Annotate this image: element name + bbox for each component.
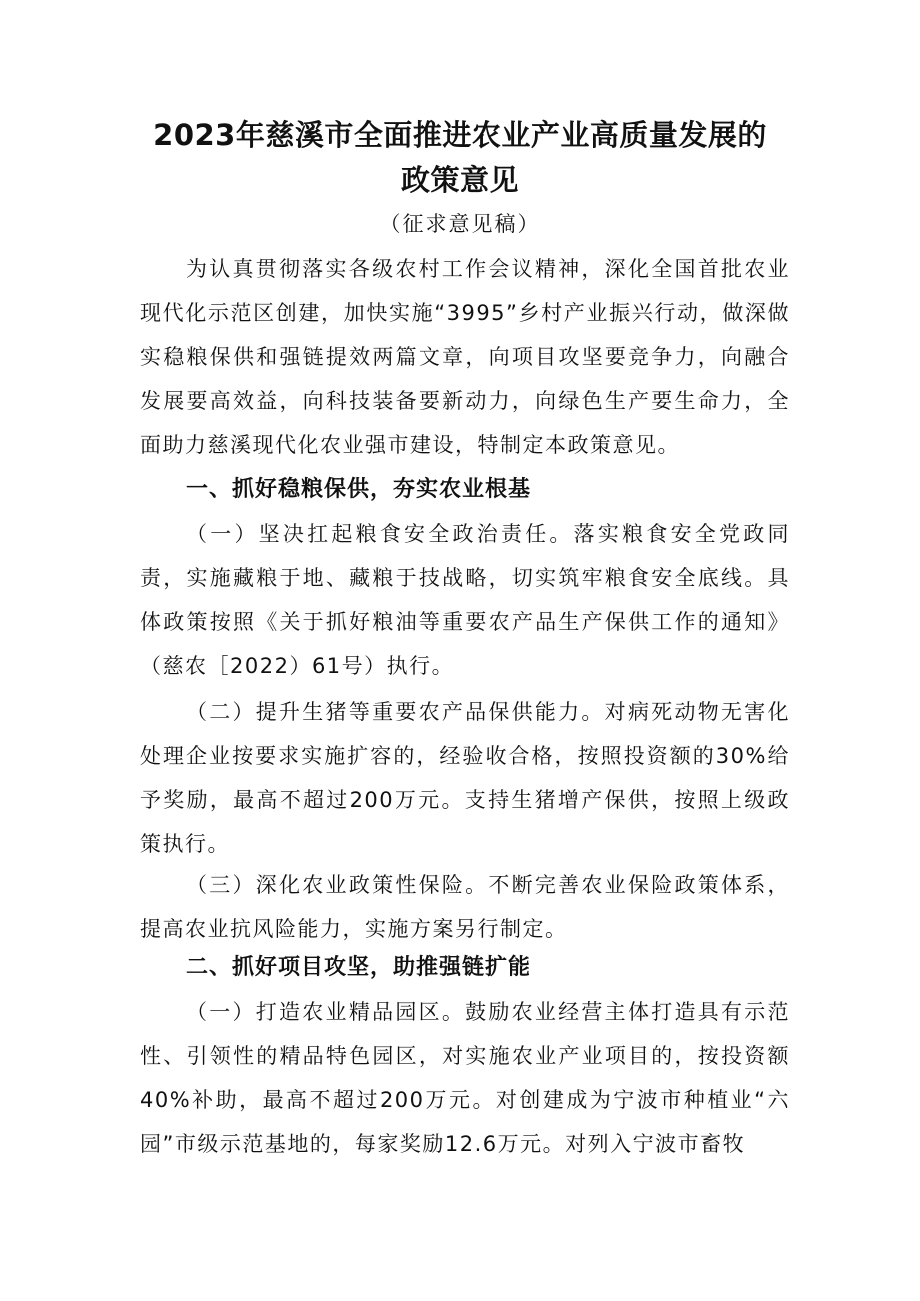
section-2-heading: 二、抓好项目攻坚，助推强链扩能 bbox=[186, 955, 532, 980]
section-1-heading: 一、抓好稳粮保供，夯实农业根基 bbox=[186, 477, 532, 502]
section-1-paragraph-2: （二）提升生猪等重要农产品保供能力。对病死动物无害化处理企业按要求实施扩容的，经验收合格，按照投资额的30%给予奖励，最高不超过200万元。支持生猪增产保供，按照上级政策执行。 bbox=[140, 700, 790, 856]
document-title-line-2: 政策意见 bbox=[400, 163, 519, 197]
document-title-line-1: 2023年慈溪市全面推进农业产业高质量发展的 bbox=[153, 118, 767, 152]
intro-paragraph: 为认真贯彻落实各级农村工作会议精神，深化全国首批农业现代化示范区创建，加快实施“3995”乡村产业振兴行动，做深做实稳粮保供和强链提效两篇文章，向项目攻坚要竞争力，向融合发展要高效益，向科技装备要新动力，向绿色生产要生命力，全面助力慈溪现代化农业强市建设，特制定本政策意见。 bbox=[140, 257, 790, 457]
section-1-paragraph-3: （三）深化农业政策性保险。不断完善农业保险政策体系，提高农业抗风险能力，实施方案另行制定。 bbox=[140, 873, 790, 941]
section-1-paragraph-1: （一）坚决扛起粮食安全政治责任。落实粮食安全党政同责，实施藏粮于地、藏粮于技战略，切实筑牢粮食安全底线。具体政策按照《关于抓好粮油等重要农产品生产保供工作的通知》（慈农［2022）61号）执行。 bbox=[140, 522, 790, 678]
document-subtitle: （征求意见稿） bbox=[379, 212, 541, 236]
section-2-paragraph-1: （一）打造农业精品园区。鼓励农业经营主体打造具有示范性、引领性的精品特色园区，对实施农业产业项目的，按投资额40%补助，最高不超过200万元。对创建成为宁波市种植业“六园”市级示范基地的，每家奖励12.6万元。对列入宁波市畜牧 bbox=[140, 1000, 790, 1156]
